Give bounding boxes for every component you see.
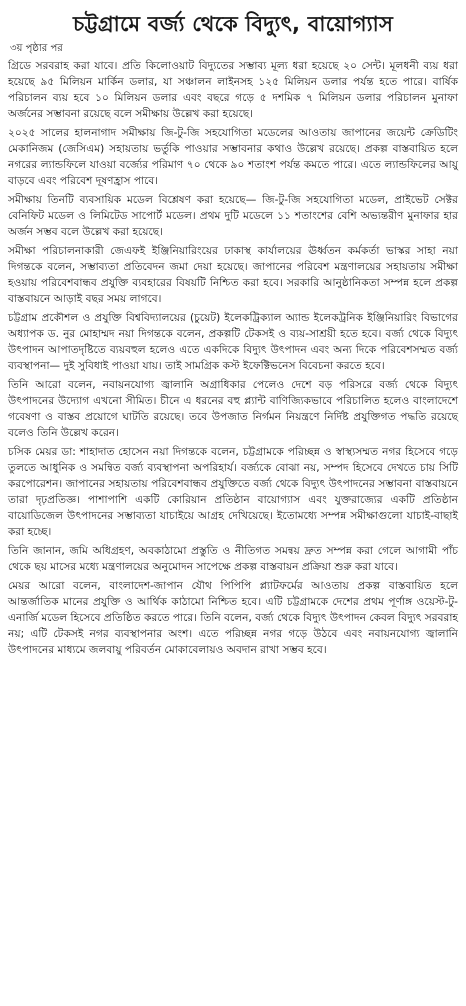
article-paragraph: চসিক মেয়র ডা: শাহাদাত হোসেন নয়া দিগন্তকে বলেন, চট্টগ্রামকে পরিচ্ছন্ন ও স্বাস্থ্যসম্মত নগর হিসেবে গড়ে তুলতে আধুনিক ও সমন্বিত বর্জ্য ব্যবস্থাপনা অপরিহার্য। বর্জ্যকে বোঝা নয়, সম্পদ হিসেবে দেখতে চায় সিটি করপোরেশন। জাপানের সহায়তায় পরিবেশবান্ধব প্রযুক্তিতে বর্জ্য থেকে বিদ্যুৎ উৎপাদনের সম্ভাবনা বাস্তবায়নে তারা দৃঢ়প্রতিজ্ঞ। পাশাপাশি একটি কোরিয়ান প্রতিষ্ঠান বায়োগ্যাস এবং যুক্তরাজ্যের একটি প্রতিষ্ঠান বায়োডিজেল উৎপাদনের সম্ভাব্যতা যাচাইয়ে আগ্রহ দেখিয়েছে। ইতোমধ্যে সম্পন্ন সমীক্ষাগুলো যাচাই-বাছাই করা হচ্ছে।	[8, 446, 458, 538]
article-paragraph: তিনি জানান, জমি অধিগ্রহণ, অবকাঠামো প্রস্তুতি ও নীতিগত সমন্বয় দ্রুত সম্পন্ন করা গেলে আগামী পাঁচ থেকে ছয় মাসের মধ্যে মন্ত্রণালয়ের অনুমোদন সাপেক্ষে প্রকল্প বাস্তবায়ন প্রক্রিয়া শুরু করা যাবে।	[8, 545, 458, 573]
article-paragraph: মেয়র আরো বলেন, বাংলাদেশ-জাপান যৌথ পিপিপি প্ল্যাটফর্মের আওতায় প্রকল্প বাস্তবায়িত হলে আন্তর্জাতিক মানের প্রযুক্তি ও আর্থিক কাঠামো নিশ্চিত হবে। এটি চট্টগ্রামকে দেশের প্রথম পূর্ণাঙ্গ ওয়েস্ট-টু-এনার্জি মডেল হিসেবে প্রতিষ্ঠিত করতে পারে। তিনি বলেন, বর্জ্য থেকে বিদ্যুৎ উৎপাদন কেবল বিদ্যুৎ সরবরাহ নয়; এটি টেকসই নগর ব্যবস্থাপনার অংশ। এতে পরিচ্ছন্ন নগর গড়ে উঠবে এবং নবায়নযোগ্য জ্বালানি উৎপাদনের মাধ্যমে জলবায়ু পরিবর্তন মোকাবেলায়ও অবদান রাখা সম্ভব হবে।	[8, 580, 458, 656]
article-paragraph: তিনি আরো বলেন, নবায়নযোগ্য জ্বালানি অগ্রাধিকার পেলেও দেশে বড় পরিসরে বর্জ্য থেকে বিদ্যুৎ উৎপাদনের উদ্যোগ এখনো সীমিত। চীনে এ ধরনের বহু প্ল্যান্ট বাণিজ্যিকভাবে পরিচালিত হলেও বাংলাদেশে গবেষণা ও বাস্তব প্রয়োগে ঘাটতি রয়েছে। তবে উপজাত নির্গমন নিয়ন্ত্রণে নির্দিষ্ট প্রযুক্তিগত পদ্ধতি রয়েছে বলেও তিনি উল্লেখ করেন।	[8, 379, 458, 439]
article-paragraph: ২০২৫ সালের হালনাগাদ সমীক্ষায় জি-টু-জি সহযোগিতা মডেলের আওতায় জাপানের জয়েন্ট ক্রেডিটিং মেকানিজম (জেসিএম) সহায়তায় ভর্তুকি পাওয়ার সম্ভাবনার কথাও উল্লেখ রয়েছে। প্রকল্প বাস্তবায়িত হলে নগরের ল্যান্ডফিলে যাওয়া বর্জ্যের পরিমাণ ৭০ থেকে ৯০ শতাংশ পর্যন্ত কমতে পারে। এতে ল্যান্ডফিলের আয়ু বাড়বে এবং পরিবেশ দূষণহ্রাস পাবে।	[8, 127, 458, 187]
continued-from-label: ৩য় পৃষ্ঠার পর	[10, 43, 63, 54]
article-paragraph: গ্রিডে সরবরাহ করা যাবে। প্রতি কিলোওয়াট বিদ্যুতের সম্ভাব্য মূল্য ধরা হয়েছে ২০ সেন্ট। মূলধনী ব্যয় ধরা হয়েছে ৯৫ মিলিয়ন মার্কিন ডলার, যা সঞ্চালন লাইনসহ ১২৫ মিলিয়ন ডলার পর্যন্ত হতে পারে। বার্ষিক পরিচালন ব্যয় হবে ১০ মিলিয়ন ডলার এবং বছরে গড়ে ৫ দশমিক ৭ মিলিয়ন ডলার পরিচালন মুনাফা অর্জনের সম্ভাবনা রয়েছে বলে সমীক্ষায় উল্লেখ করা হয়েছে।	[8, 60, 458, 120]
article-paragraph: সমীক্ষায় তিনটি ব্যবসায়িক মডেল বিশ্লেষণ করা হয়েছে— জি-টু-জি সহযোগিতা মডেল, প্রাইভেট সেক্টর বেনিফিট মডেল ও লিমিটেড সাপোর্ট মডেল। প্রথম দুটি মডেলে ১১ শতাংশের বেশি অভ্যন্তরীণ মুনাফার হার অর্জন সম্ভব বলে উল্লেখ করা হয়েছে।	[8, 194, 458, 238]
article-paragraph: সমীক্ষা পরিচালনাকারী জেএফই ইঞ্জিনিয়ারিংয়ের ঢাকাস্থ কার্যালয়ের ঊর্ধ্বতন কর্মকর্তা ভাস্কর সাহা নয়া দিগন্তকে বলেন, সম্ভাব্যতা প্রতিবেদন জমা দেয়া হয়েছে। জাপানের পরিবেশ মন্ত্রণালয়ের সহায়তায় সমীক্ষা হওয়ায় পরিবেশবান্ধব প্রযুক্তি ব্যবহারের বিষয়টি নিশ্চিত করা হবে। সরকারি আনুষ্ঠানিকতা সম্পন্ন হলে প্রকল্প বাস্তবায়নে আড়াই বছর সময় লাগবে।	[8, 245, 458, 305]
article-body	[8, 58, 458, 658]
article-headline: চট্টগ্রামে বর্জ্য থেকে বিদ্যুৎ, বায়োগ্যাস	[72, 12, 394, 36]
article-paragraph: চট্টগ্রাম প্রকৌশল ও প্রযুক্তি বিশ্ববিদ্যালয়ের (চুয়েট) ইলেকট্রিক্যাল অ্যান্ড ইলেকট্রনিক ইঞ্জিনিয়ারিং বিভাগের অধ্যাপক ড. নুর মোহাম্মদ নয়া দিগন্তকে বলেন, প্রকল্পটি টেকসই ও ব্যয়-সাশ্রয়ী হতে হবে। বর্জ্য থেকে বিদ্যুৎ উৎপাদন আপাতদৃষ্টিতে ব্যয়বহুল হলেও এতে একদিকে বিদ্যুৎ উৎপাদন এবং অন্য দিকে পরিবেশসম্মত বর্জ্য ব্যবস্থাপনা— দুই সুবিধাই পাওয়া যায়। তাই সামগ্রিক কস্ট ইফেক্টিভনেস বিবেচনা করতে হবে।	[8, 312, 458, 372]
